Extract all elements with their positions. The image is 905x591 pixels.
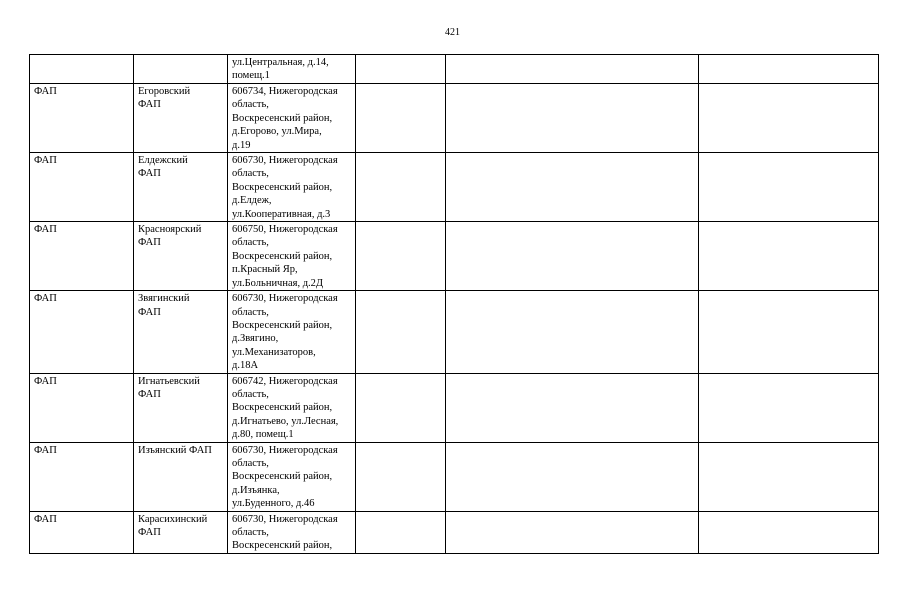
empty-cell-5 [446,373,699,442]
facility-name-line: Елдежский [138,155,188,167]
facility-name-cell [134,84,228,153]
empty-cell-6 [699,442,879,511]
address-line: ул.Механизаторов, [232,346,316,358]
facility-type-cell: ФАП [30,511,134,553]
empty-cell-4 [356,442,446,511]
empty-cell-4 [356,291,446,373]
empty-cell-6 [699,84,879,153]
empty-cell-5 [446,291,699,373]
address-line: помещ.1 [232,70,270,82]
address-line: 606730, Нижегородская [232,444,338,456]
table-row [30,55,879,84]
address-line: Воскресенский район, [232,112,333,124]
table-row [30,442,879,511]
facility-type-cell: ФАП [30,153,134,222]
empty-cell-5 [446,222,699,291]
table-row [30,291,879,373]
empty-cell-5 [446,55,699,84]
empty-cell-4 [356,222,446,291]
empty-cell-4 [356,55,446,84]
empty-cell-5 [446,153,699,222]
facility-type-cell: ФАП [30,442,134,511]
address-line: область, [232,457,269,469]
facility-name-line: Карасихинский [138,513,208,525]
table-row [30,511,879,553]
facility-name-line: ФАП [138,306,161,318]
facility-address-cell [228,511,356,553]
facility-name-cell [134,442,228,511]
address-line: область, [232,99,269,111]
address-line: область, [232,527,269,538]
address-line: ул.Центральная, д.14, [232,57,329,68]
address-line: д.Егорово, ул.Мира, [232,126,322,138]
facility-address-cell [228,222,356,291]
facility-name-line: ФАП [138,388,161,400]
facility-type-cell: ФАП [30,373,134,442]
address-line: д.Елдеж, [232,195,272,207]
address-line: ул.Кооперативная, д.3 [232,208,331,220]
empty-cell-4 [356,373,446,442]
empty-cell-6 [699,222,879,291]
address-line: Воскресенский район, [232,471,333,483]
facility-address-cell [228,153,356,222]
table-body [30,55,879,554]
facility-name-line: Игнатьевский [138,375,200,387]
empty-cell-4 [356,511,446,553]
address-line: область, [232,388,269,400]
facility-name-cell [134,511,228,553]
empty-cell-6 [699,153,879,222]
address-line: область, [232,237,269,249]
address-line: д.18А [232,360,259,372]
table-row [30,373,879,442]
empty-cell-4 [356,153,446,222]
address-line: д.19 [232,139,251,151]
address-line: Воскресенский район, [232,402,333,414]
address-line: Воскресенский район, [232,540,333,552]
facility-name-cell [134,373,228,442]
address-line: 606742, Нижегородская [232,375,338,387]
empty-cell-4 [356,84,446,153]
address-line: ул.Больничная, д.2Д [232,277,324,289]
facility-address-cell [228,291,356,373]
empty-cell-6 [699,55,879,84]
facility-address-cell [228,55,356,84]
facilities-table [29,54,879,554]
empty-cell-5 [446,511,699,553]
address-line: д.Изъянка, [232,484,280,496]
address-line: д.Игнатьево, ул.Лесная, [232,415,339,427]
facility-name-cell [134,55,228,84]
empty-cell-6 [699,373,879,442]
facility-address-cell [228,84,356,153]
address-line: Воскресенский район, [232,250,333,262]
table-row [30,153,879,222]
address-line: 606750, Нижегородская [232,224,338,236]
facility-name-line: ФАП [138,237,161,249]
facility-address-cell [228,373,356,442]
facility-address-cell [228,442,356,511]
empty-cell-5 [446,442,699,511]
address-line: 606730, Нижегородская [232,293,338,305]
facility-name-cell [134,291,228,373]
facility-name-line: ФАП [138,168,161,180]
facility-name-line: Изъянский ФАП [138,444,212,456]
facility-name-cell [134,222,228,291]
empty-cell-5 [446,84,699,153]
facility-name-line: Звягинский [138,293,190,305]
facility-type-cell: ФАП [30,291,134,373]
facility-type-cell [30,55,134,84]
address-line: д.Звягино, [232,333,279,345]
address-line: Воскресенский район, [232,319,333,331]
address-line: ул.Буденного, д.46 [232,498,315,510]
table-row [30,84,879,153]
address-line: п.Красный Яр, [232,264,298,276]
facility-type-cell: ФАП [30,222,134,291]
address-line: область, [232,168,269,180]
empty-cell-6 [699,291,879,373]
address-line: 606734, Нижегородская [232,86,338,97]
facility-name-line: ФАП [138,527,161,538]
facility-name-line: ФАП [138,99,161,111]
table-row [30,222,879,291]
facility-name-cell [134,153,228,222]
address-line: Воскресенский район, [232,181,333,193]
facility-name-line: Красноярский [138,224,202,236]
address-line: 606730, Нижегородская [232,513,338,525]
page-number: 421 [445,27,460,38]
facility-type-cell: ФАП [30,84,134,153]
facility-name-line: Егоровский [138,86,191,97]
address-line: д.80, помещ.1 [232,429,294,441]
address-line: область, [232,306,269,318]
empty-cell-6 [699,511,879,553]
address-line: 606730, Нижегородская [232,155,338,167]
